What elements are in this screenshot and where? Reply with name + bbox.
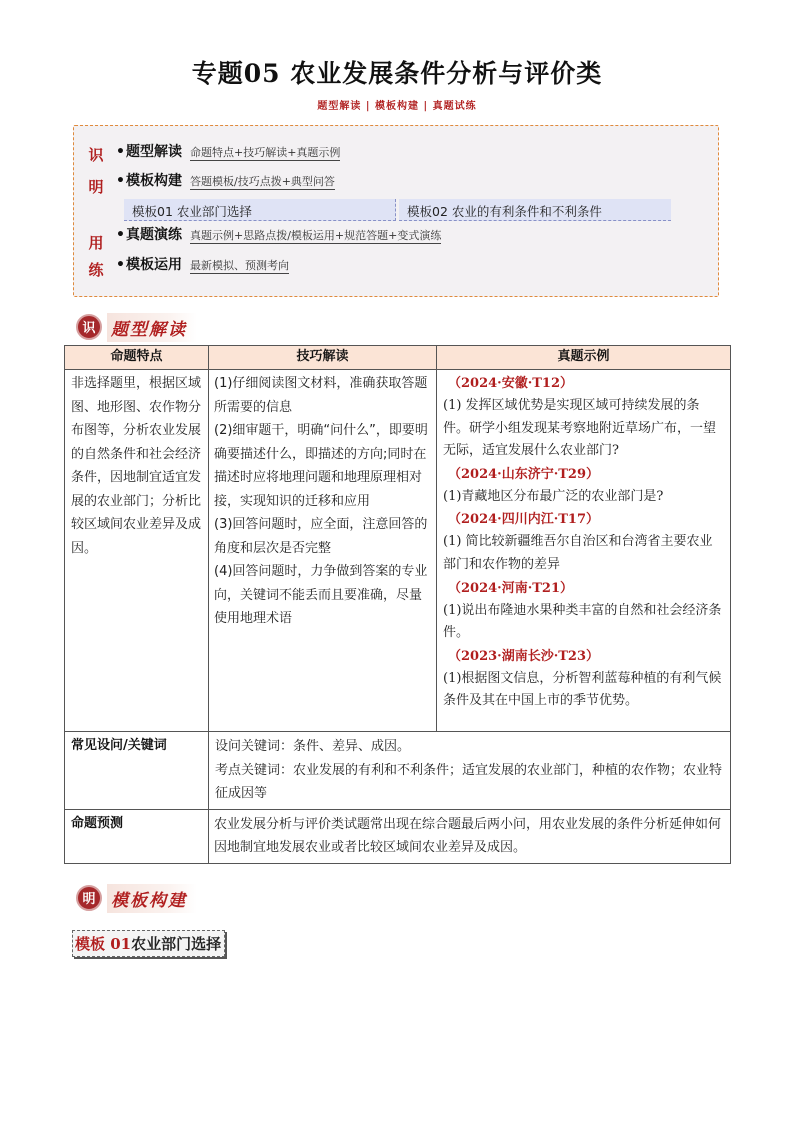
example-question: (1) 发挥区域优势是实现区域可持续发展的条件。研学小组发现某考察地附近草场广布，一望无际，适宜发展什么农业部门? [443,398,717,459]
section-header-moban [76,883,197,913]
bullet-icon: • [116,227,125,243]
example-question: (1) 简比较新疆维吾尔自治区和台湾省主要农业部门和农作物的差异 [443,534,713,572]
section-badge-icon: 识 [76,314,102,340]
guide-side-char: 识 [88,146,104,164]
example-source: （2024·河南·T21） [448,580,573,596]
template-link-02[interactable]: 模板02 农业的有利条件和不利条件 [399,199,671,221]
example-source: （2024·山东济宁·T29） [448,466,599,482]
prediction-label: 命题预测 [65,809,209,863]
guide-item-yunyong: •模板运用 最新模拟、预测考向 [116,257,289,273]
guide-item-tixing: •题型解读 命题特点+技巧解读+真题示例 [116,144,341,160]
prediction-cell: 农业发展分析与评价类试题常出现在综合题最后两小问，用农业发展的条件分析延伸如何因地制宜地发展农业或者比较区域间农业差异及成因。 [209,809,731,863]
page-subtitle: 题型解读 | 模板构建 | 真题试练 [317,101,477,112]
examples-cell [437,370,731,732]
section-header-tixing [76,312,197,342]
bullet-icon: • [116,257,125,273]
template-heading [72,930,225,957]
skill-item: (1)仔细阅读图文材料，准确获取答题所需要的信息 [214,376,428,415]
section-title: 模板构建 [107,884,197,913]
bullet-icon: • [116,144,125,160]
analysis-table [64,345,731,864]
section-badge-icon: 明 [76,885,102,911]
keywords-label: 常见设问/关键词 [65,732,209,810]
guide-box [73,125,719,297]
table-row [65,809,731,863]
template-heading-name: 农业部门选择 [131,935,222,953]
page-title: 专题05 农业发展条件分析与评价类 [191,59,603,88]
guide-item-zhenti: •真题演练 真题示例+思路点拨/模板运用+规范答题+变式演练 [116,227,442,243]
guide-item-moban: •模板构建 答题模板/技巧点拨+典型问答 [116,173,335,189]
guide-side-char: 用 [88,234,104,252]
template-link-01[interactable]: 模板01 农业部门选择 [124,199,396,221]
skills-cell [209,370,437,732]
table-row [65,732,731,810]
section-title: 题型解读 [107,313,197,342]
table-header: 命题特点 [65,346,209,370]
guide-side-char: 练 [88,261,104,279]
features-cell: 非选择题里，根据区域图、地形图、农作物分布图等，分析农业发展的自然条件和社会经济条件，因地制宜适宜发展的农业部门；分析比较区域间农业差异及成因。 [65,370,209,732]
example-source: （2024·四川内江·T17） [448,512,599,528]
keyword-line: 设问关键词：条件、差异、成因。 [215,739,411,754]
keywords-cell [209,732,731,810]
keyword-line: 考点关键词：农业发展的有利和不利条件；适宜发展的农业部门，种植的农作物；农业特征成因等 [215,762,723,801]
example-question: (1)青藏地区分布最广泛的农业部门是? [443,488,664,504]
template-heading-prefix: 模板 01 [75,935,132,953]
table-header-row [65,346,731,370]
guide-side-char: 明 [88,178,104,196]
example-source: （2024·安徽·T12） [448,376,573,391]
template-list [124,199,671,221]
table-header: 真题示例 [437,346,731,370]
table-row [65,370,731,732]
bullet-icon: • [116,173,125,189]
example-question: (1)说出布隆迪水果种类丰富的自然和社会经济条件。 [443,602,722,641]
skill-item: (2)细审题干，明确“问什么”，即要明确要描述什么，即描述的方向;同时在描述时应将地理问题和地理原理相对接，实现知识的迁移和应用 [214,423,428,509]
skill-item: (3)回答问题时，应全面，注意回答的角度和层次是否完整 [214,517,428,556]
skill-item: (4)回答问题时，力争做到答案的专业向，关键词不能丢而且要准确，尽量使用地理术语 [214,564,428,626]
table-header: 技巧解读 [209,346,437,370]
example-source: （2023·湖南长沙·T23） [448,648,599,664]
example-question: (1)根据图文信息，分析智利蓝莓种植的有利气候条件及其在中国上市的季节优势。 [443,670,722,709]
